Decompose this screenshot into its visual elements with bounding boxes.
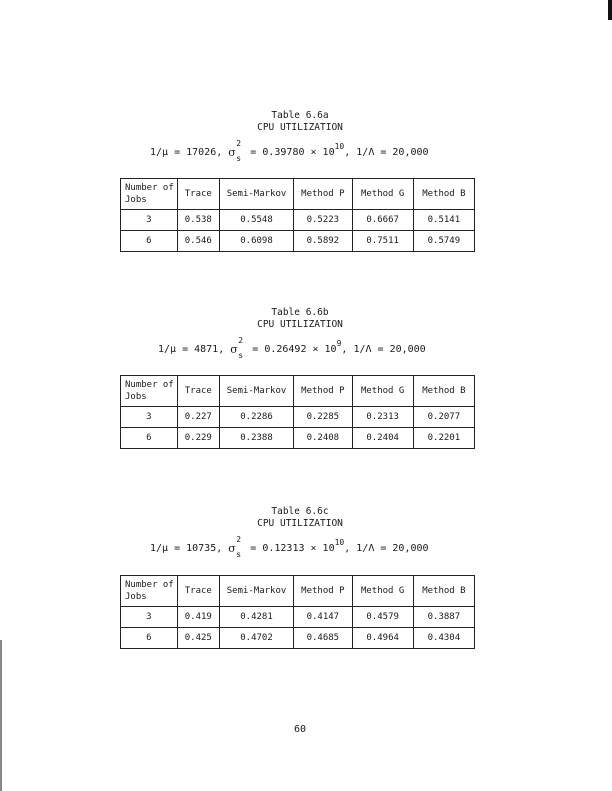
cell: 0.4304 <box>413 628 474 649</box>
sigma-symbol: σ 2 s <box>228 535 242 559</box>
cell: 0.5892 <box>294 231 352 252</box>
table-title: Table 6.6c <box>271 506 329 517</box>
header-number-of-jobs: Number of Jobs <box>121 576 178 607</box>
header-number-of-jobs: Number of Jobs <box>121 376 178 407</box>
mu-param: 1/μ = 17026, <box>150 147 223 158</box>
utilization-table <box>120 375 475 449</box>
cell: 0.4281 <box>219 607 293 628</box>
cell: 0.2286 <box>219 407 293 428</box>
header-semi-markov: Semi-Markov <box>219 376 293 407</box>
table-row <box>121 607 475 628</box>
header-method-b: Method B <box>413 576 474 607</box>
lambda-param: , 1/Λ = 20,000 <box>344 147 429 158</box>
mu-param: 1/μ = 10735, <box>150 543 223 554</box>
scan-edge-line <box>0 640 2 791</box>
cell: 3 <box>121 407 178 428</box>
mu-param: 1/μ = 4871, <box>158 344 225 355</box>
cell: 0.2404 <box>352 428 413 449</box>
table-params <box>150 139 429 163</box>
header-method-p: Method P <box>294 376 352 407</box>
cell: 0.4147 <box>294 607 352 628</box>
cell: 0.2408 <box>294 428 352 449</box>
lambda-param: , 1/Λ = 20,000 <box>344 543 429 554</box>
cell: 0.3887 <box>413 607 474 628</box>
header-method-b: Method B <box>413 179 474 210</box>
header-number-of-jobs: Number of Jobs <box>121 179 178 210</box>
table-subtitle: CPU UTILIZATION <box>257 518 343 529</box>
cell: 3 <box>121 210 178 231</box>
table-subtitle: CPU UTILIZATION <box>257 122 343 133</box>
table-params <box>158 336 426 360</box>
cell: 0.546 <box>177 231 219 252</box>
cell: 6 <box>121 628 178 649</box>
header-semi-markov: Semi-Markov <box>219 179 293 210</box>
cell: 0.5141 <box>413 210 474 231</box>
lambda-param: , 1/Λ = 20,000 <box>341 344 426 355</box>
sigma-symbol: σ 2 s <box>230 336 244 360</box>
cell: 0.538 <box>177 210 219 231</box>
utilization-table <box>120 178 475 252</box>
table-row <box>121 628 475 649</box>
cell: 0.4702 <box>219 628 293 649</box>
table-row <box>121 428 475 449</box>
header-method-p: Method P <box>294 179 352 210</box>
header-trace: Trace <box>177 376 219 407</box>
table-row <box>121 210 475 231</box>
cell: 0.227 <box>177 407 219 428</box>
exponent: 9 <box>336 339 342 348</box>
cell: 0.4579 <box>352 607 413 628</box>
cell: 0.2313 <box>352 407 413 428</box>
table-row <box>121 407 475 428</box>
header-method-g: Method G <box>352 376 413 407</box>
header-method-b: Method B <box>413 376 474 407</box>
table-params <box>150 535 429 559</box>
header-method-g: Method G <box>352 576 413 607</box>
sigma-param: = 0.26492 × 10 <box>246 344 337 355</box>
cell: 0.6098 <box>219 231 293 252</box>
cell: 0.2285 <box>294 407 352 428</box>
header-method-g: Method G <box>352 179 413 210</box>
cell: 6 <box>121 231 178 252</box>
exponent: 10 <box>334 142 345 151</box>
sigma-param: = 0.12313 × 10 <box>244 543 335 554</box>
table-row <box>121 231 475 252</box>
cell: 0.5223 <box>294 210 352 231</box>
cell: 0.2388 <box>219 428 293 449</box>
sigma-param: = 0.39780 × 10 <box>244 147 335 158</box>
exponent: 10 <box>334 538 345 547</box>
table-title: Table 6.6a <box>271 110 329 121</box>
header-trace: Trace <box>177 179 219 210</box>
cell: 0.229 <box>177 428 219 449</box>
table-subtitle: CPU UTILIZATION <box>257 319 343 330</box>
cell: 0.4964 <box>352 628 413 649</box>
sigma-symbol: σ 2 s <box>228 139 242 163</box>
cell: 0.7511 <box>352 231 413 252</box>
cell: 0.2077 <box>413 407 474 428</box>
utilization-table <box>120 575 475 649</box>
cell: 3 <box>121 607 178 628</box>
header-method-p: Method P <box>294 576 352 607</box>
page-number: 60 <box>293 724 307 735</box>
header-semi-markov: Semi-Markov <box>219 576 293 607</box>
cell: 0.5548 <box>219 210 293 231</box>
scan-edge-mark <box>608 0 612 20</box>
header-trace: Trace <box>177 576 219 607</box>
cell: 0.5749 <box>413 231 474 252</box>
cell: 6 <box>121 428 178 449</box>
table-title: Table 6.6b <box>271 307 329 318</box>
cell: 0.4685 <box>294 628 352 649</box>
cell: 0.419 <box>177 607 219 628</box>
cell: 0.6667 <box>352 210 413 231</box>
cell: 0.2201 <box>413 428 474 449</box>
cell: 0.425 <box>177 628 219 649</box>
